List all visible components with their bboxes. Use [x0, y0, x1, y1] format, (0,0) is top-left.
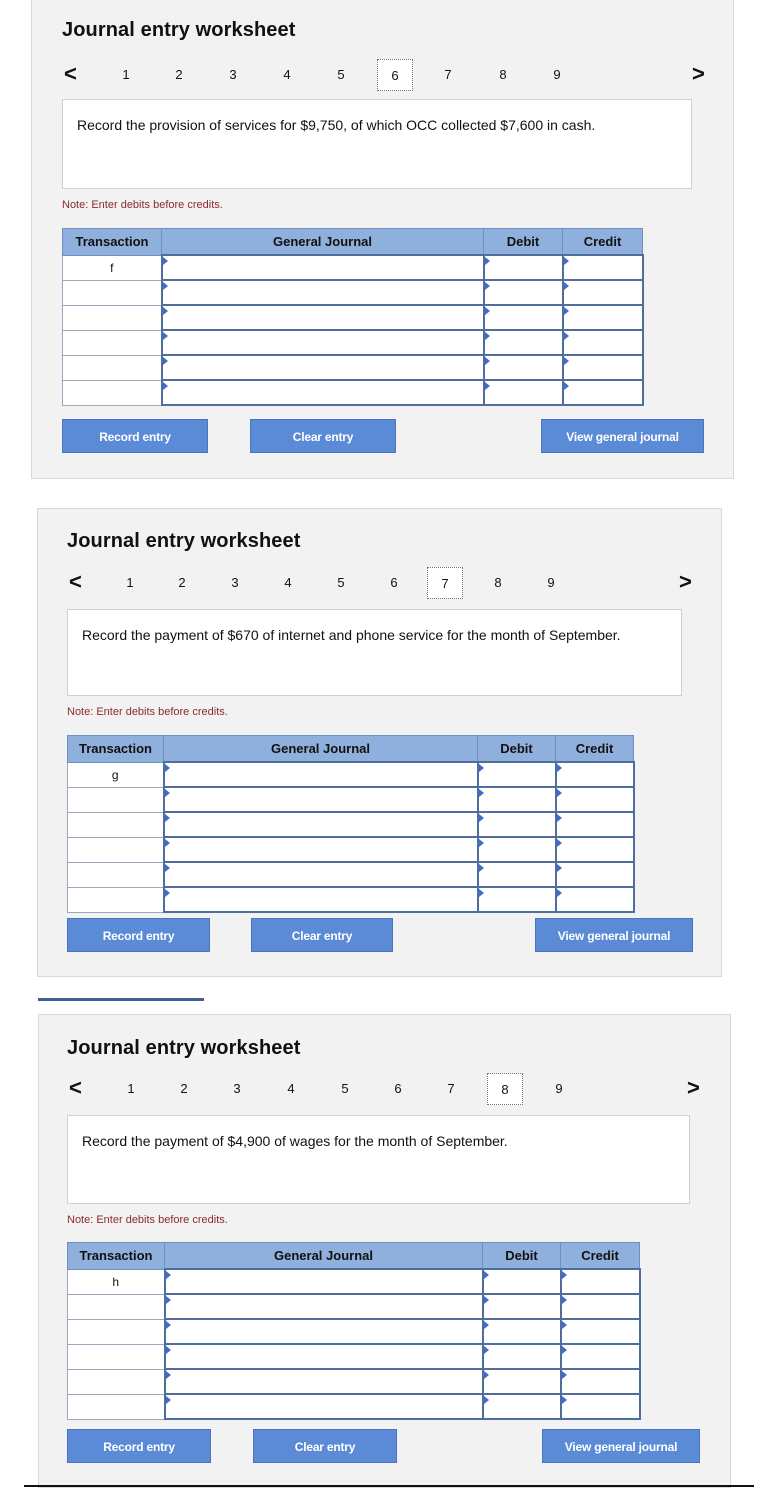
prev-arrow-icon[interactable]: < — [69, 569, 82, 594]
account-input[interactable] — [164, 787, 478, 812]
transaction-cell: f — [63, 255, 162, 280]
dropdown-caret-icon — [166, 1271, 171, 1279]
worksheet-title: Journal entry worksheet — [62, 19, 296, 41]
dropdown-caret-icon — [557, 864, 562, 872]
account-input[interactable] — [162, 380, 484, 405]
transaction-cell — [68, 862, 164, 887]
credit-input[interactable] — [556, 837, 634, 862]
page-5[interactable]: 5 — [337, 575, 345, 590]
account-input[interactable] — [162, 255, 484, 280]
page-nav — [67, 1073, 707, 1105]
credit-header: Credit — [556, 736, 634, 763]
table-row — [63, 305, 643, 330]
page-4[interactable]: 4 — [284, 575, 292, 590]
worksheet-panel-2 — [37, 508, 722, 977]
debits-note: Note: Enter debits before credits. — [62, 199, 223, 211]
debit-input[interactable] — [483, 1294, 561, 1319]
page-3[interactable]: 3 — [233, 1081, 241, 1096]
transaction-cell — [63, 355, 162, 380]
dropdown-caret-icon — [485, 307, 490, 315]
transaction-cell — [68, 1294, 165, 1319]
page-3[interactable]: 3 — [231, 575, 239, 590]
dropdown-caret-icon — [166, 1321, 171, 1329]
page-5[interactable]: 5 — [337, 67, 345, 82]
table-row — [68, 787, 634, 812]
credit-input[interactable] — [561, 1344, 640, 1369]
dropdown-caret-icon — [479, 764, 484, 772]
transaction-cell — [68, 1369, 165, 1394]
next-arrow-icon[interactable]: > — [692, 61, 705, 86]
debit-input[interactable] — [484, 280, 563, 305]
journal-table — [67, 735, 635, 913]
account-input[interactable] — [165, 1344, 483, 1369]
dropdown-caret-icon — [163, 282, 168, 290]
dropdown-caret-icon — [163, 357, 168, 365]
page-7[interactable]: 7 — [447, 1081, 455, 1096]
page-9[interactable]: 9 — [555, 1081, 563, 1096]
account-input[interactable] — [164, 887, 478, 912]
prev-arrow-icon[interactable]: < — [64, 61, 77, 86]
table-row — [68, 1269, 640, 1294]
worksheet-title: Journal entry worksheet — [67, 1037, 301, 1059]
dropdown-caret-icon — [564, 382, 569, 390]
page-2[interactable]: 2 — [178, 575, 186, 590]
account-input[interactable] — [165, 1394, 483, 1419]
page-7-active[interactable]: 7 — [427, 567, 463, 599]
page-4[interactable]: 4 — [287, 1081, 295, 1096]
dropdown-caret-icon — [484, 1346, 489, 1354]
transaction-cell: g — [68, 762, 164, 787]
transaction-cell — [68, 1319, 165, 1344]
transaction-cell — [63, 305, 162, 330]
worksheet-title: Journal entry worksheet — [67, 530, 301, 552]
dropdown-caret-icon — [165, 839, 170, 847]
table-row — [63, 330, 643, 355]
section-divider — [38, 998, 204, 1001]
entry-prompt: Record the payment of $4,900 of wages for the month of September. — [67, 1115, 690, 1204]
credit-input[interactable] — [561, 1394, 640, 1419]
table-row — [68, 862, 634, 887]
debits-note: Note: Enter debits before credits. — [67, 706, 228, 718]
credit-input[interactable] — [563, 255, 643, 280]
debit-input[interactable] — [484, 305, 563, 330]
credit-input[interactable] — [556, 812, 634, 837]
dropdown-caret-icon — [564, 357, 569, 365]
dropdown-caret-icon — [557, 889, 562, 897]
credit-header: Credit — [561, 1243, 640, 1270]
page-nav — [67, 567, 697, 599]
dropdown-caret-icon — [163, 307, 168, 315]
transaction-cell — [68, 812, 164, 837]
transaction-header: Transaction — [68, 736, 164, 763]
credit-input[interactable] — [563, 355, 643, 380]
transaction-cell — [63, 280, 162, 305]
table-row — [68, 837, 634, 862]
transaction-cell — [68, 1344, 165, 1369]
page-bottom-rule — [24, 1485, 754, 1487]
account-input[interactable] — [165, 1319, 483, 1344]
dropdown-caret-icon — [484, 1396, 489, 1404]
dropdown-caret-icon — [165, 889, 170, 897]
page-1[interactable]: 1 — [126, 575, 134, 590]
table-row — [68, 1394, 640, 1419]
account-input[interactable] — [164, 837, 478, 862]
table-row — [68, 887, 634, 912]
credit-input[interactable] — [556, 787, 634, 812]
worksheet-panel-3 — [38, 1014, 731, 1488]
dropdown-caret-icon — [166, 1296, 171, 1304]
dropdown-caret-icon — [557, 814, 562, 822]
table-row — [68, 1319, 640, 1344]
general-journal-header: General Journal — [164, 736, 478, 763]
debit-input[interactable] — [478, 787, 556, 812]
table-row — [68, 812, 634, 837]
page-1[interactable]: 1 — [127, 1081, 135, 1096]
debit-header: Debit — [478, 736, 556, 763]
debit-input[interactable] — [484, 330, 563, 355]
account-input[interactable] — [162, 355, 484, 380]
dropdown-caret-icon — [163, 382, 168, 390]
dropdown-caret-icon — [479, 864, 484, 872]
page-5[interactable]: 5 — [341, 1081, 349, 1096]
page-8[interactable]: 8 — [494, 575, 502, 590]
dropdown-caret-icon — [163, 257, 168, 265]
clear-entry-button[interactable]: Clear entry — [251, 918, 393, 952]
debit-input[interactable] — [478, 887, 556, 912]
transaction-cell — [63, 330, 162, 355]
credit-input[interactable] — [561, 1319, 640, 1344]
account-input[interactable] — [162, 305, 484, 330]
account-input[interactable] — [164, 812, 478, 837]
page-2[interactable]: 2 — [180, 1081, 188, 1096]
dropdown-caret-icon — [485, 282, 490, 290]
record-entry-button[interactable]: Record entry — [67, 1429, 211, 1463]
credit-input[interactable] — [556, 762, 634, 787]
prev-arrow-icon[interactable]: < — [69, 1075, 82, 1100]
debit-header: Debit — [484, 229, 563, 256]
journal-table — [62, 228, 644, 406]
credit-header: Credit — [563, 229, 643, 256]
dropdown-caret-icon — [562, 1271, 567, 1279]
dropdown-caret-icon — [165, 764, 170, 772]
debit-input[interactable] — [478, 812, 556, 837]
entry-prompt: Record the provision of services for $9,750, of which OCC collected $7,600 in cash. — [62, 99, 692, 189]
dropdown-caret-icon — [484, 1321, 489, 1329]
clear-entry-button[interactable]: Clear entry — [250, 419, 396, 453]
dropdown-caret-icon — [562, 1396, 567, 1404]
dropdown-caret-icon — [485, 357, 490, 365]
dropdown-caret-icon — [165, 814, 170, 822]
dropdown-caret-icon — [165, 789, 170, 797]
view-general-journal-button[interactable]: View general journal — [542, 1429, 700, 1463]
credit-input[interactable] — [563, 380, 643, 405]
table-row — [63, 355, 643, 380]
dropdown-caret-icon — [562, 1371, 567, 1379]
dropdown-caret-icon — [564, 307, 569, 315]
account-input[interactable] — [162, 330, 484, 355]
view-general-journal-button[interactable]: View general journal — [535, 918, 693, 952]
page-nav — [62, 59, 707, 91]
debit-input[interactable] — [478, 762, 556, 787]
dropdown-caret-icon — [165, 864, 170, 872]
general-journal-header: General Journal — [162, 229, 484, 256]
dropdown-caret-icon — [484, 1296, 489, 1304]
credit-input[interactable] — [563, 305, 643, 330]
account-input[interactable] — [162, 280, 484, 305]
account-input[interactable] — [164, 862, 478, 887]
page-7[interactable]: 7 — [444, 67, 452, 82]
page-4[interactable]: 4 — [283, 67, 291, 82]
dropdown-caret-icon — [557, 789, 562, 797]
debit-input[interactable] — [483, 1369, 561, 1394]
debit-input[interactable] — [483, 1319, 561, 1344]
transaction-cell: h — [68, 1269, 165, 1294]
dropdown-caret-icon — [163, 332, 168, 340]
clear-entry-button[interactable]: Clear entry — [253, 1429, 397, 1463]
record-entry-button[interactable]: Record entry — [62, 419, 208, 453]
table-row — [68, 1344, 640, 1369]
dropdown-caret-icon — [564, 282, 569, 290]
account-input[interactable] — [165, 1269, 483, 1294]
dropdown-caret-icon — [485, 382, 490, 390]
dropdown-caret-icon — [485, 332, 490, 340]
page-6-active[interactable]: 6 — [377, 59, 413, 91]
credit-input[interactable] — [563, 280, 643, 305]
debit-input[interactable] — [483, 1269, 561, 1294]
debit-input[interactable] — [484, 380, 563, 405]
debit-input[interactable] — [484, 355, 563, 380]
page-8-active[interactable]: 8 — [487, 1073, 523, 1105]
page-9[interactable]: 9 — [547, 575, 555, 590]
account-input[interactable] — [165, 1294, 483, 1319]
credit-input[interactable] — [561, 1369, 640, 1394]
credit-input[interactable] — [561, 1294, 640, 1319]
entry-prompt: Record the payment of $670 of internet and phone service for the month of September. — [67, 609, 682, 696]
debit-input[interactable] — [483, 1344, 561, 1369]
journal-table — [67, 1242, 641, 1420]
dropdown-caret-icon — [557, 839, 562, 847]
table-row — [63, 380, 643, 405]
dropdown-caret-icon — [484, 1371, 489, 1379]
credit-input[interactable] — [563, 330, 643, 355]
dropdown-caret-icon — [166, 1371, 171, 1379]
table-row — [63, 255, 643, 280]
page-1[interactable]: 1 — [122, 67, 130, 82]
table-row — [68, 1294, 640, 1319]
dropdown-caret-icon — [557, 764, 562, 772]
credit-input[interactable] — [556, 887, 634, 912]
debit-header: Debit — [483, 1243, 561, 1270]
next-arrow-icon[interactable]: > — [679, 569, 692, 594]
debit-input[interactable] — [484, 255, 563, 280]
page-3[interactable]: 3 — [229, 67, 237, 82]
dropdown-caret-icon — [166, 1346, 171, 1354]
transaction-cell — [68, 787, 164, 812]
debit-input[interactable] — [483, 1394, 561, 1419]
account-input[interactable] — [165, 1369, 483, 1394]
dropdown-caret-icon — [564, 257, 569, 265]
transaction-cell — [68, 837, 164, 862]
credit-input[interactable] — [561, 1269, 640, 1294]
page-6[interactable]: 6 — [390, 575, 398, 590]
debit-input[interactable] — [478, 862, 556, 887]
table-row — [63, 280, 643, 305]
dropdown-caret-icon — [562, 1321, 567, 1329]
dropdown-caret-icon — [562, 1296, 567, 1304]
dropdown-caret-icon — [479, 889, 484, 897]
dropdown-caret-icon — [564, 332, 569, 340]
record-entry-button[interactable]: Record entry — [67, 918, 210, 952]
transaction-cell — [68, 887, 164, 912]
credit-input[interactable] — [556, 862, 634, 887]
general-journal-header: General Journal — [165, 1243, 483, 1270]
dropdown-caret-icon — [479, 814, 484, 822]
table-row — [68, 762, 634, 787]
dropdown-caret-icon — [479, 789, 484, 797]
debits-note: Note: Enter debits before credits. — [67, 1214, 228, 1226]
view-general-journal-button[interactable]: View general journal — [541, 419, 704, 453]
dropdown-caret-icon — [479, 839, 484, 847]
account-input[interactable] — [164, 762, 478, 787]
dropdown-caret-icon — [562, 1346, 567, 1354]
dropdown-caret-icon — [166, 1396, 171, 1404]
page-2[interactable]: 2 — [175, 67, 183, 82]
worksheet-panel-1 — [31, 0, 734, 479]
transaction-cell — [68, 1394, 165, 1419]
table-row — [68, 1369, 640, 1394]
debit-input[interactable] — [478, 837, 556, 862]
page-8[interactable]: 8 — [499, 67, 507, 82]
page-6[interactable]: 6 — [394, 1081, 402, 1096]
transaction-cell — [63, 380, 162, 405]
page-9[interactable]: 9 — [553, 67, 561, 82]
transaction-header: Transaction — [63, 229, 162, 256]
dropdown-caret-icon — [484, 1271, 489, 1279]
transaction-header: Transaction — [68, 1243, 165, 1270]
dropdown-caret-icon — [485, 257, 490, 265]
next-arrow-icon[interactable]: > — [687, 1075, 700, 1100]
